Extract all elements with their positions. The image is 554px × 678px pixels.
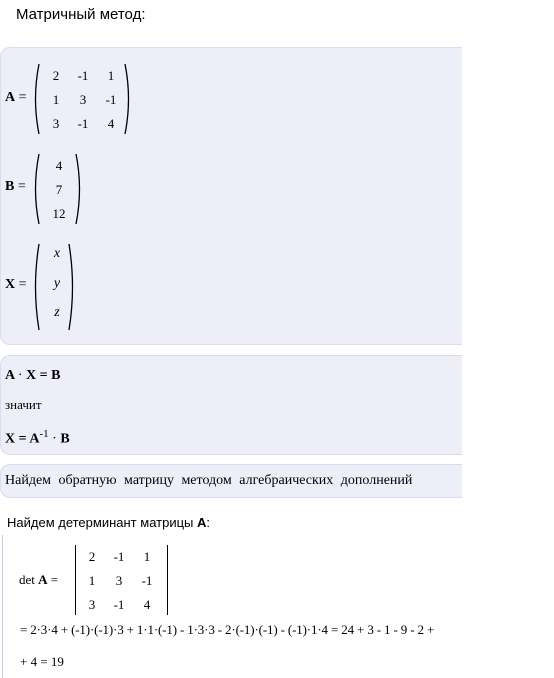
- matrix-a-cell: 1: [52, 92, 60, 107]
- matrix-b-cell: 12: [52, 206, 66, 221]
- matrix-a-cell: 1: [107, 68, 115, 83]
- matrix-x-cell: x: [53, 246, 61, 261]
- inverse-note: Найдем обратную матрицу методом алгебраических дополнений: [5, 473, 413, 488]
- matrix-a-cell: -1: [77, 68, 89, 83]
- determinant-heading: Найдем детерминант матрицы A:: [7, 515, 210, 530]
- determinant-cell: 1: [88, 573, 96, 588]
- equation-line: A · X = B: [5, 368, 61, 383]
- determinant-cell: 1: [143, 549, 151, 564]
- matrix-x-cell: y: [53, 276, 61, 291]
- matrix-a-cell: 4: [107, 116, 115, 131]
- matrix-a-label: A =: [5, 90, 27, 105]
- determinant-cell: 3: [115, 573, 123, 588]
- left-paren-icon: [32, 244, 40, 330]
- determinant-left-bar: [75, 545, 76, 615]
- determinant-cell: 3: [88, 597, 96, 612]
- page-title: Матричный метод:: [16, 6, 146, 23]
- right-paren-icon: [124, 64, 132, 134]
- determinant-cell: 2: [88, 549, 96, 564]
- matrix-a-cell: 3: [79, 92, 87, 107]
- matrix-a-cell: 3: [52, 116, 60, 131]
- right-paren-icon: [68, 244, 76, 330]
- matrix-a-cell: -1: [77, 116, 89, 131]
- determinant-result: + 4 = 19: [20, 654, 64, 669]
- determinant-cell: -1: [113, 597, 125, 612]
- determinant-cell: -1: [113, 549, 125, 564]
- matrix-b-cell: 4: [55, 158, 63, 173]
- matrix-b-label: B =: [5, 179, 26, 194]
- matrix-b-cell: 7: [55, 182, 63, 197]
- means-text: значит: [5, 397, 42, 412]
- right-paren-icon: [75, 154, 83, 224]
- determinant-label: det A =: [19, 572, 59, 587]
- left-paren-icon: [32, 154, 40, 224]
- determinant-cell: -1: [141, 573, 153, 588]
- section-divider: [2, 535, 3, 678]
- left-paren-icon: [32, 64, 40, 134]
- determinant-right-bar: [167, 545, 168, 615]
- determinant-cell: 4: [143, 597, 151, 612]
- determinant-expansion: = 2·3·4 + (-1)·(-1)·3 + 1·1·(-1) - 1·3·3 - 2·(-1)·(-1) - (-1)·1·4 = 24 + 3 - 1 - 9 - 2 +: [20, 622, 435, 637]
- solution-formula: $X = A^{-1} \cdot B$: [5, 428, 70, 447]
- matrix-a-cell: 2: [52, 68, 60, 83]
- matrix-x-cell: z: [54, 305, 60, 320]
- matrix-x-label: X =: [5, 277, 27, 292]
- matrix-a-cell: -1: [105, 92, 117, 107]
